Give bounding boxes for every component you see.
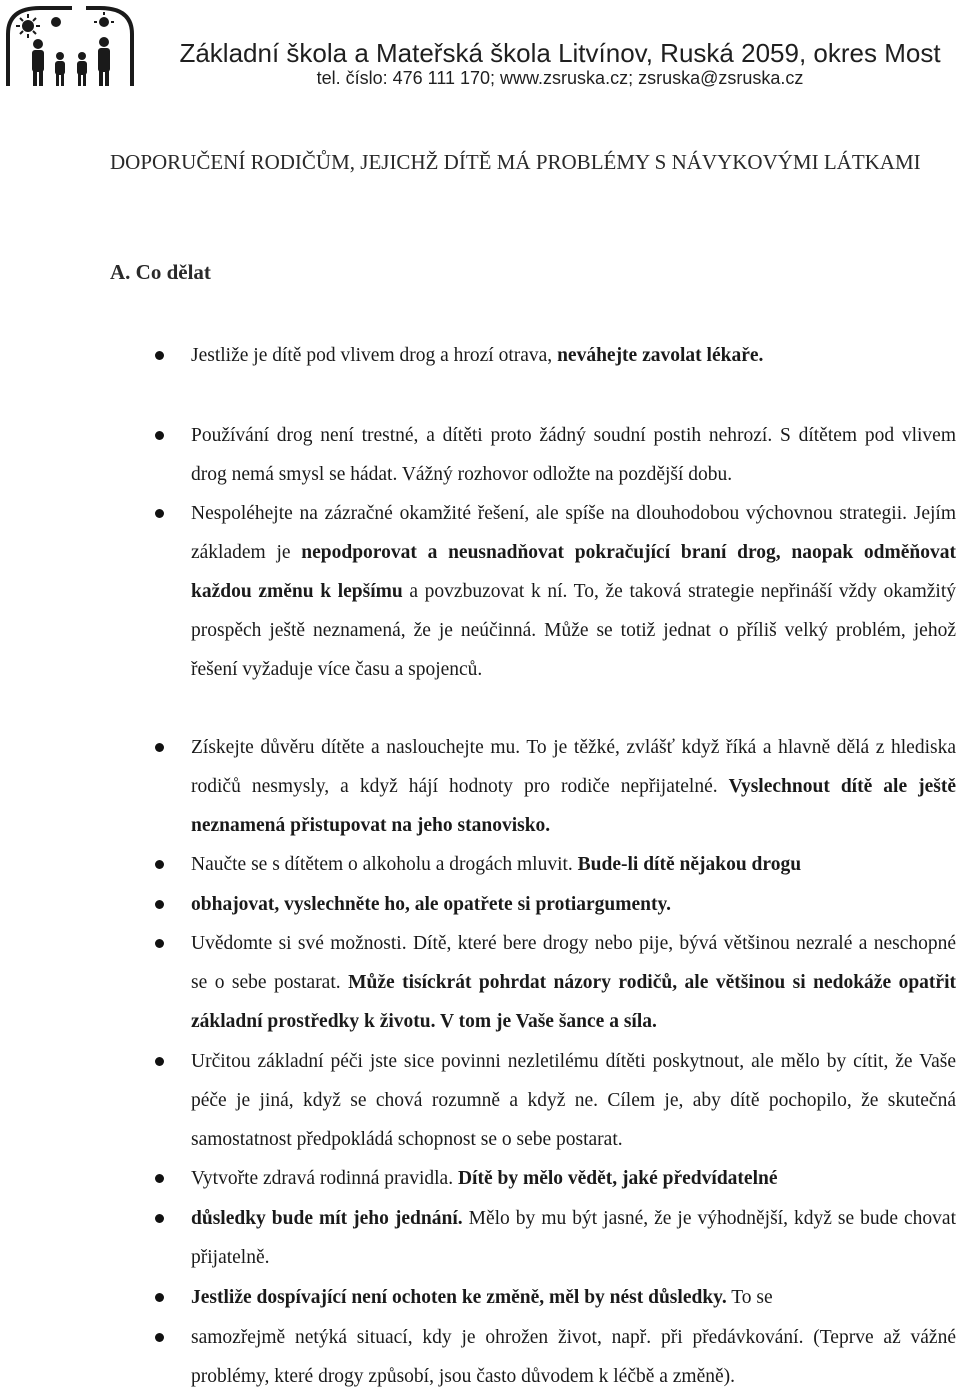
text: Naučte se s dítětem o alkoholu a drogách mluvit. (191, 854, 578, 875)
school-name: Základní škola a Mateřská škola Litvínov, Ruská 2059, okres Most (179, 38, 941, 68)
text: To se (726, 1287, 773, 1308)
text: Jestliže je dítě pod vlivem drog a hrozí otrava, (191, 345, 558, 366)
bullet-icon (155, 860, 164, 869)
bold-text: Dítě by mělo vědět, jaké předvídatelné (457, 1168, 778, 1189)
bold-text: Jestliže dospívající není ochoten ke změně, měl by nést důsledky. (191, 1287, 727, 1308)
bullet-icon (155, 1293, 164, 1302)
list-item (191, 1318, 956, 1396)
list-item (191, 336, 956, 375)
list-item (191, 416, 956, 494)
bullet-icon (155, 1057, 164, 1066)
bullet-icon (155, 431, 164, 440)
list-item (191, 1159, 956, 1198)
bullet-icon (155, 743, 164, 752)
bold-text: obhajovat, vyslechněte ho, ale opatřete si protiargumenty. (191, 894, 672, 915)
list-item (191, 924, 956, 1041)
bullet-icon (155, 1214, 164, 1223)
bold-text: neváhejte zavolat lékaře. (557, 345, 764, 366)
bold-text: Může tisíckrát pohrdat názory rodičů, ale většinou si nedokáže opatřit základní prostředky k životu. V tom je Vaše šance a síla. (191, 972, 956, 1032)
text: Používání drog není trestné, a dítěti proto žádný soudní postih nehrozí. S dítětem pod vlivem drog nemá smysl se hádat. Vážný rozhovor odložte na pozdější dobu. (191, 425, 956, 485)
bold-text: Vyslechnout dítě ale ještě neznamená přistupovat na jeho stanovisko. (191, 776, 957, 836)
list-item (191, 845, 956, 884)
list-item (191, 1042, 956, 1159)
document-title: DOPORUČENÍ RODIČŮM, JEJICHŽ DÍTĚ MÁ PROBLÉMY S NÁVYKOVÝMI LÁTKAMI (110, 150, 921, 174)
text: samozřejmě netýká situací, kdy je ohrožen život, např. při předávkování. (Teprve až vážné problémy, které drogy způsobí, jsou často důvodem k léčbě a změně). (191, 1327, 956, 1387)
list-item (191, 1199, 956, 1277)
text: a povzbuzovat k ní. To, že taková strategie nepřináší vždy okamžitý prospěch ještě neznamená, že je neúčinná. Může se totiž jednat o příliš velký problém, jehož řešení vyžaduje více času a spojenců. (191, 581, 957, 680)
section-heading: A. Co dělat (110, 260, 211, 284)
text: Vytvořte zdravá rodinná pravidla. (191, 1168, 458, 1189)
bold-text: důsledky bude mít jeho jednání. (191, 1208, 463, 1229)
bullet-icon (155, 900, 164, 909)
list-item (191, 728, 956, 845)
text: Určitou základní péči jste sice povinni nezletilému dítěti poskytnout, ale mělo by cítit, že Vaše péče je jiná, když se chová rozumně a když ne. Cílem je, aby dítě pochopilo, že skutečná samostatnost předpokládá schopnost se o sebe postarat. (191, 1051, 956, 1150)
list-item (191, 494, 956, 689)
bullet-icon (155, 1174, 164, 1183)
text: Uvědomte si své možnosti. Dítě, které bere drogy nebo pije, bývá většinou nezralé a neschopné se o sebe postarat. (191, 933, 956, 993)
text: Mělo by mu být jasné, že je výhodnější, když se bude chovat přijatelně. (191, 1208, 957, 1268)
list-item (191, 885, 956, 924)
bold-text: nepodporovat a neusnadňovat pokračující braní drog, naopak odměňovat každou změnu k lepšímu (191, 542, 956, 602)
bullet-icon (155, 1333, 164, 1342)
bullet-icon (155, 939, 164, 948)
bold-text: Bude-li dítě nějakou drogu (577, 854, 802, 875)
school-contact: tel. číslo: 476 111 170; www.zsruska.cz; zsruska@zsruska.cz (316, 68, 804, 88)
bullet-icon (155, 351, 164, 360)
text: Získejte důvěru dítěte a naslouchejte mu. To je těžké, zvlášť když říká a hlavně dělá z hlediska rodičů nesmysly, a když hájí hodnoty pro rodiče nepřijatelné. (191, 737, 956, 797)
text: Nespoléhejte na zázračné okamžité řešení, ale spíše na dlouhodobou výchovnou strategii. Jejím základem je (191, 503, 956, 563)
list-item (191, 1278, 956, 1317)
bullet-icon (155, 509, 164, 518)
